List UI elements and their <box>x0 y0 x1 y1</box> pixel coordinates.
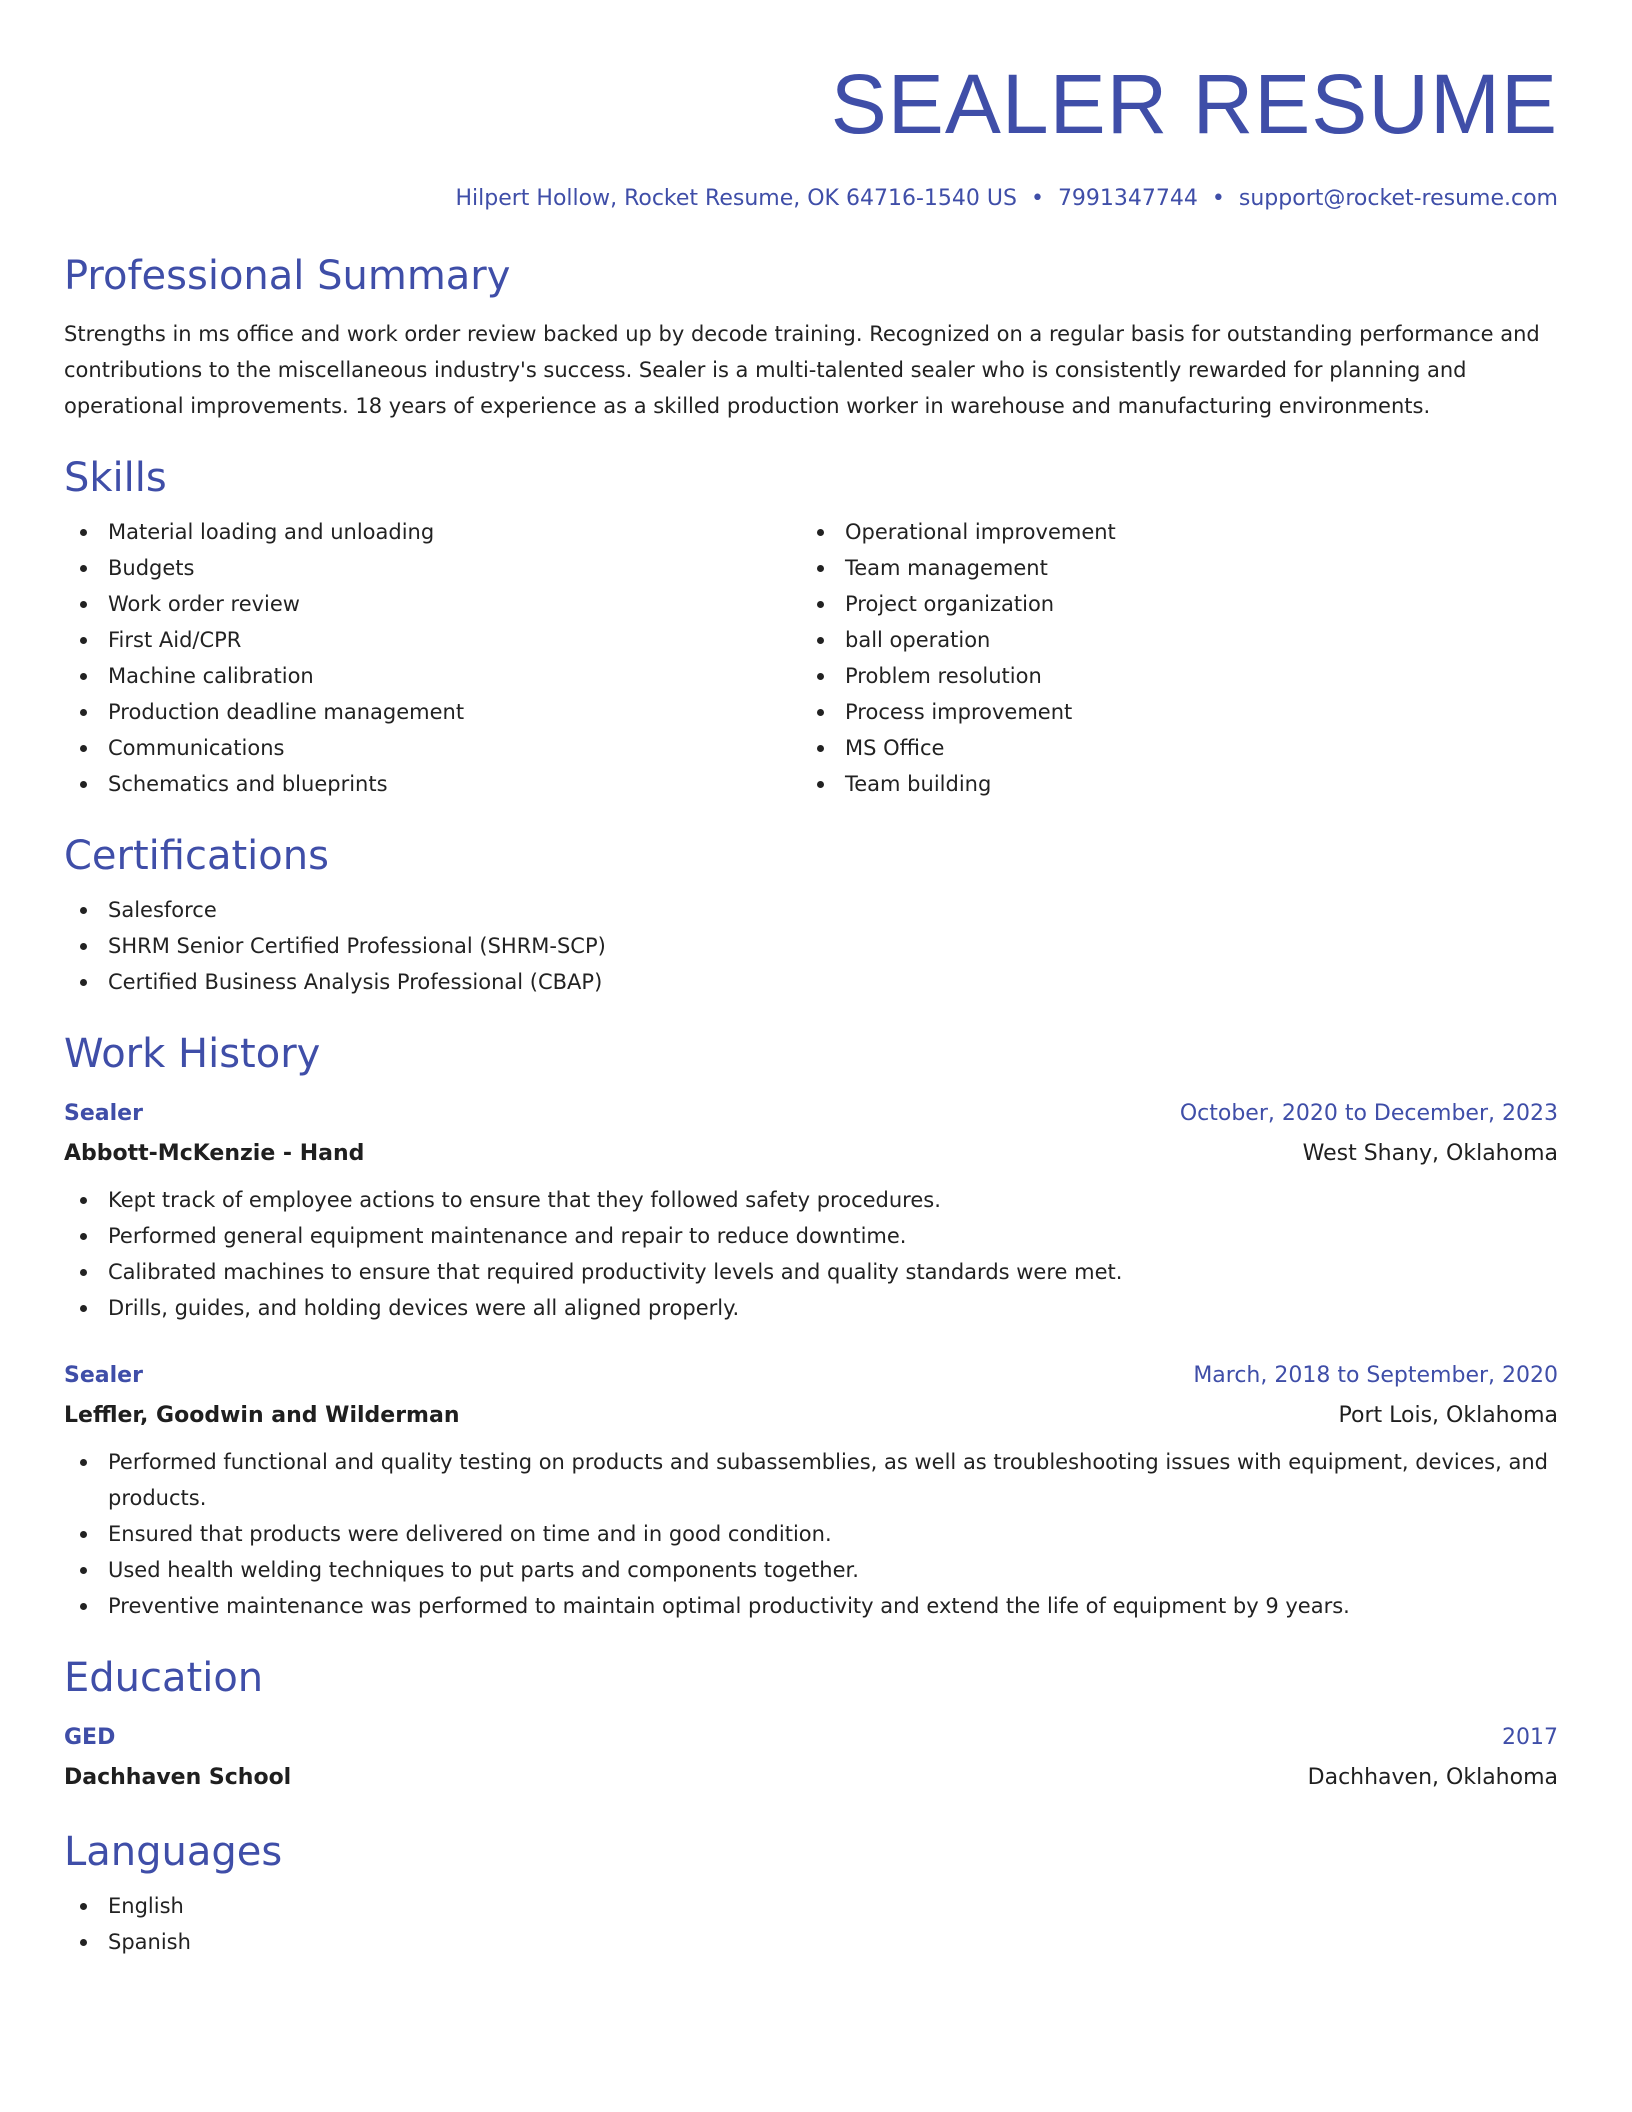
job-company: Abbott-McKenzie - Hand <box>64 1141 365 1166</box>
education-year: 2017 <box>1502 1725 1558 1750</box>
job-title: Sealer <box>64 1363 143 1388</box>
work-history-heading: Work History <box>64 1031 321 1077</box>
languages-heading: Languages <box>64 1829 283 1875</box>
language-item: Spanish <box>64 1924 1558 1960</box>
skill-item: Budgets <box>64 550 801 586</box>
job-bullet: Kept track of employee actions to ensure that they followed safety procedures. <box>64 1182 1558 1218</box>
contact-line <box>64 184 1558 214</box>
language-item: English <box>64 1888 1558 1924</box>
languages-section <box>64 1826 1558 1960</box>
skill-item: Operational improvement <box>801 514 1538 550</box>
skills-section <box>64 452 1558 802</box>
job-entry <box>64 1356 1558 1624</box>
resume-page <box>64 0 1558 1960</box>
certifications-list <box>64 892 1558 1000</box>
job-dates: October, 2020 to December, 2023 <box>1179 1101 1558 1126</box>
skill-item: Work order review <box>64 586 801 622</box>
skills-heading: Skills <box>64 455 167 501</box>
skill-item: ball operation <box>801 622 1538 658</box>
job-bullet: Performed general equipment maintenance and repair to reduce downtime. <box>64 1218 1558 1254</box>
skill-item: Problem resolution <box>801 658 1538 694</box>
skill-item: Project organization <box>801 586 1538 622</box>
summary-section <box>64 250 1558 424</box>
job-entry <box>64 1094 1558 1326</box>
contact-email: support@rocket-resume.com <box>1238 186 1558 211</box>
job-bullet: Drills, guides, and holding devices were all aligned properly. <box>64 1290 1558 1326</box>
skills-list-left <box>64 514 801 802</box>
certifications-heading: Certifications <box>64 833 329 879</box>
education-entry <box>64 1718 1558 1798</box>
job-company: Leffler, Goodwin and Wilderman <box>64 1403 460 1428</box>
languages-list <box>64 1888 1558 1960</box>
education-location: Dachhaven, Oklahoma <box>1307 1765 1558 1790</box>
skill-item: Communications <box>64 730 801 766</box>
certification-item: Salesforce <box>64 892 1558 928</box>
job-title: Sealer <box>64 1101 143 1126</box>
job-bullet: Preventive maintenance was performed to maintain optimal productivity and extend the life of equipment by 9 years. <box>64 1588 1558 1624</box>
job-bullet: Ensured that products were delivered on time and in good condition. <box>64 1516 1558 1552</box>
contact-separator: • <box>1211 186 1225 211</box>
job-location: West Shany, Oklahoma <box>1302 1141 1558 1166</box>
skill-item: Team management <box>801 550 1538 586</box>
summary-text: Strengths in ms office and work order review backed up by decode training. Recognized on a regular basis for outstanding performance and contributions to the miscellaneous industry's success. Sealer is a multi-talented sealer who is consistently rewarded for planning and operational improvements. 18 years of experience as a skilled production worker in warehouse and manufacturing environments. <box>64 322 1540 418</box>
certification-item: SHRM Senior Certified Professional (SHRM-SCP) <box>64 928 1558 964</box>
work-history-section <box>64 1028 1558 1624</box>
resume-title: SEALER RESUME <box>830 57 1558 151</box>
skill-item: Process improvement <box>801 694 1538 730</box>
job-bullets <box>64 1182 1558 1326</box>
certifications-section <box>64 830 1558 1000</box>
skill-item: First Aid/CPR <box>64 622 801 658</box>
contact-separator: • <box>1030 186 1044 211</box>
job-bullet: Used health welding techniques to put parts and components together. <box>64 1552 1558 1588</box>
certification-item: Certified Business Analysis Professional (CBAP) <box>64 964 1558 1000</box>
skill-item: Machine calibration <box>64 658 801 694</box>
summary-heading: Professional Summary <box>64 253 511 299</box>
skill-item: Production deadline management <box>64 694 801 730</box>
job-bullets <box>64 1444 1558 1624</box>
education-school: Dachhaven School <box>64 1765 292 1790</box>
contact-address: Hilpert Hollow, Rocket Resume, OK 64716-1540 US <box>455 186 1017 211</box>
job-bullet: Calibrated machines to ensure that required productivity levels and quality standards were met. <box>64 1254 1558 1290</box>
education-section <box>64 1652 1558 1798</box>
job-bullet: Performed functional and quality testing on products and subassemblies, as well as troubleshooting issues with equipment, devices, and products. <box>64 1444 1558 1516</box>
job-location: Port Lois, Oklahoma <box>1338 1403 1558 1428</box>
skill-item: MS Office <box>801 730 1538 766</box>
skill-item: Material loading and unloading <box>64 514 801 550</box>
skill-item: Schematics and blueprints <box>64 766 801 802</box>
skill-item: Team building <box>801 766 1538 802</box>
skills-columns <box>64 504 1558 802</box>
skills-list-right <box>801 514 1538 802</box>
education-heading: Education <box>64 1655 264 1701</box>
education-degree: GED <box>64 1725 116 1750</box>
contact-phone: 7991347744 <box>1057 186 1198 211</box>
job-dates: March, 2018 to September, 2020 <box>1193 1363 1558 1388</box>
